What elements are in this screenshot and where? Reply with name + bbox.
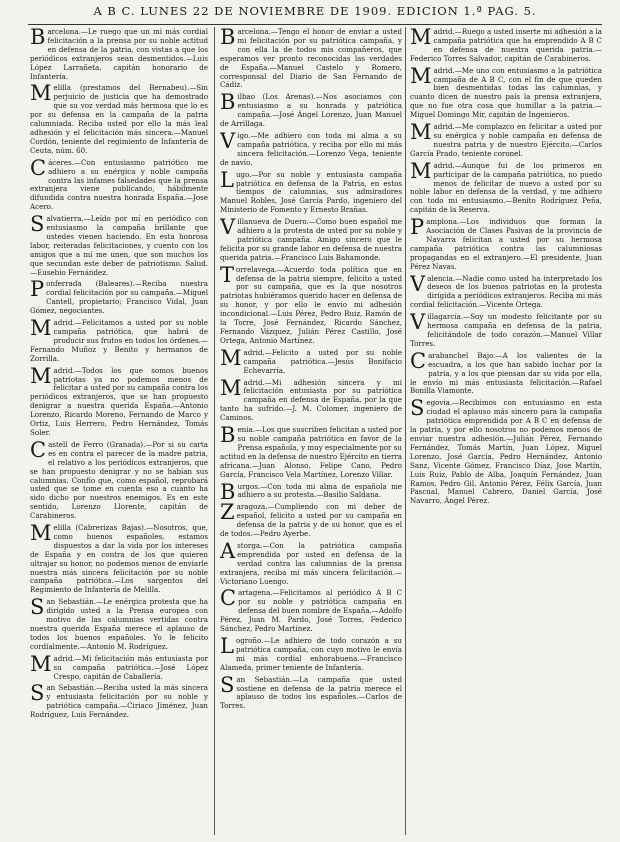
drop-cap: V [220,215,236,240]
telegram-entry [220,28,402,90]
telegram-entry [220,128,402,168]
drop-cap: A [220,538,236,563]
telegram-entry [30,681,208,720]
entry-text: orrelavega.—Acuerdo toda política que en defensa de la patria siempre, felicito a usted por su campaña, que es la que nosotros patriotas hubiéramos querido hacer en defensa de su honor, y por ello le envío mi adhesión incondicional.—Luis Pérez, Pedro Ruiz, Ramón de la Torre, José Fernández, Ricardo Sánchez, Fernando Vázquez, Julián Pérez Castillo, José Ortega, Antonio Martínez. [220,264,402,345]
telegram-entry [220,262,402,346]
drop-cap: M [30,316,52,341]
telegram-entry [30,595,208,651]
entry-text: enia.—Los que suscriben felicitan a usted por su noble campaña patriótica en favor de la Prensa española, y muy especialmente por su actitud en la defensa de nuestro Ejército en tierra africana.—Juan Alonso, Felipe Cano, Pedro García, Francisco Vela Martínez, Lorenzo Villar. [220,425,402,479]
column-2 [220,28,402,836]
drop-cap: C [410,348,427,373]
telegram-entry [30,363,208,438]
drop-cap: C [220,586,237,611]
telegram-entry [30,277,208,316]
column-divider [214,27,215,835]
drop-cap: M [410,120,432,145]
telegram-entry [410,120,602,159]
telegram-entry [220,586,402,634]
drop-cap: C [30,437,47,462]
entry-text: an Sebastián.—La campaña que usted sostiene en defensa de la patria merece el aplauso de todos los españoles.—Carlos de Torres. [220,674,402,711]
drop-cap: L [220,634,234,658]
page-header: A B C. LUNES 22 DE NOVIEMBRE DE 1909. EDICION 1.ª PAG. 5. [93,4,537,18]
telegram-entry [30,212,208,277]
entry-text: aragoza.—Cumpliendo con mi deber de español, felicito a usted por su campaña en defensa de la patria y de su honor, que es el de todos.—Pedro Ayerbe. [220,502,402,539]
drop-cap: M [410,63,432,88]
entry-text: an Sebastián.—Reciba usted la más sincera y entusiasta felicitación por su noble y patriótica campaña.—Ciriaco Jiménez, Juan Rodríguez, Luis Fernández. [30,683,208,720]
drop-cap: B [220,479,236,504]
telegram-entry [410,158,602,215]
telegram-entry [220,479,402,504]
entry-text: astell de Ferro (Granada).—Por si su carta es en contra el parecer de la madre patria, el relativo a los periódicos extranjeros, que se han propuesto denigrar y no se habían sus calumnias. Confío que, como español, reprobará usted que se tome en cuenta eso a cuanto ha sido dicho por nuestros enemigos. Es en este sentido, Lorenzo Llorente, capitán de Carabineros. [30,439,208,521]
telegram-entry [220,538,402,587]
entry-text: egovia.—Recibimos con entusiasmo en esta ciudad el aplauso más sincero para la campaña patriótica emprendida por A B C en defensa de la patria, y por ello nosotros no podemos menos de enviar nuestra adhesión.—Julián Pérez, Fernando Fernández, Tomás Martín, Juan López, Miguel Lorenzo, José García, Pedro Hernández, Antonio Sanz, Vicente Gómez, Francisco Díaz, Jose Martín, Luis Ruiz, Pablo de Alba, Joaquín Fernández, Juan Ramos, Pedro Gil, Antonio Pérez, Félix García, Juan Pascual, Manuel Cabrero, Daniel García, José Navarro, Ángel Pérez. [410,398,602,506]
entry-text: arcelona.—Le ruego que un mi más cordial felicitación a la prensa por su noble actitud en defensa de la patria, con vistas a que los periódicos extranjeros sean desmentidos.—Luis López Larrañeta, capitán honorario de Infantería. [30,28,208,81]
drop-cap: S [30,595,45,620]
entry-text: elilla (prestamos del Bernabeu).—Sin perjuicio de justicia que ha demostrado que su voz verdad más hermosa que lo es por su defensa en la campaña de la patria calumniada. Reciba usted por ello la más leal adhesión y el felicitación más sincera.—Manuel Cordón, teniente del regimiento de Infantería de Ceuta, núm. 60. [30,83,208,155]
entry-text: illanueva de Duero.—Como buen español me adhiero a la protesta de usted por su noble y patriótica campaña. Amigo sincero que le felicita por su grande labor en defensa de nuestra querida patria.—Francisco Luis Bahamonde. [220,217,402,262]
telegram-entry [30,28,208,81]
entry-text: adrid.—Mi felicitación más entusiasta por su campaña patriótica.—José López Crespo, capitán de Caballería. [53,653,208,681]
entry-text: adrid.—Felicito a usted por su noble campaña patriótica.—Jesús Bonifacio Echevarría. [243,347,402,375]
telegram-entry [410,63,602,120]
entry-text: artagena.—Felicitamos al periódico A B C por su noble y patriótica campaña en defensa del buen nombre de España.—Adolfo Pérez, Juan M. Pardo, José Torres, Federico Sánchez, Pedro Martínez. [220,588,402,634]
telegram-entry [410,271,602,311]
entry-text: adrid.—Todos los que somos buenos patriotas ya no podemos menos de felicitar a usted por su campaña contra los periódicos extranjeros, que se han propuesto denigrar a nuestra querida España.—Antonio Lorenzo, Ricardo Moreno, Fernando de Marco y Ortiz, Luis Herrero, Pedro Hernández, Tomás Soler. [30,365,208,437]
telegram-entry [220,167,402,216]
telegram-entry [220,634,402,673]
entry-text: ugo.—Por su noble y entusiasta campaña patriótica en defensa de la Patria, en estos tiempos de calumnias, sus admiradores Manuel Robles, José García Pardo, ingeniero del Ministerio de Fomento y Ernesto Brañas. [220,169,402,215]
column-3 [410,28,602,836]
entry-text: igo.—Me adhiero con toda mi alma a su campaña patriótica, y reciba por ello mi más sincera felicitación.—Lorenzo Vega, teniente de navío. [220,130,402,167]
column-divider [405,27,406,835]
column-1 [30,28,208,836]
drop-cap: M [410,28,432,49]
drop-cap: Z [220,500,235,525]
drop-cap: P [30,277,45,302]
entry-text: arcelona.—Tengo el honor de enviar a usted mi felicitación por su patriótica campaña, y con ella la de todos mis compañeros, que esperamos ver pronto reconocidas las verdades de España.—Manuel Castelo y Romero, corresponsal del Diario de San Fernando de Cádiz. [220,28,402,90]
drop-cap: B [220,28,236,49]
drop-cap: T [220,262,235,287]
drop-cap: S [30,212,45,237]
telegram-entry [30,81,208,155]
telegram-entry [410,215,602,271]
telegram-entry [30,316,208,364]
telegram-entry [220,672,402,712]
telegram-entry [220,423,402,479]
drop-cap: L [220,167,234,192]
drop-cap: M [30,363,52,388]
drop-cap: C [30,155,47,180]
drop-cap: S [220,672,235,697]
drop-cap: M [30,651,52,676]
telegram-entry [220,90,402,129]
entry-text: adrid.—Me complazco en felicitar a usted por su enérgica y noble campaña en defensa de nuestra patria y de nuestro Ejército.—Carlos García Prado, teniente coronel. [410,122,602,158]
telegram-entry [410,310,602,349]
entry-text: adrid.—Felicitamos a usted por su noble campaña patriótica, que habrá de producir sus frutos en todos los órdenes.—Fernando Muñoz y Benito y hermanos de Zorrilla. [30,318,208,363]
header-rule [28,24,602,25]
telegram-entry [220,215,402,263]
entry-text: áceres.—Con entusiasmo patriótico me adhiero a su enérgica y noble campaña contra las infames falsedades que la prensa extranjera viene publicando, hábilmente difundida contra nuestra honrada España.—Jose Acero. [30,157,208,212]
entry-text: urgos.—Con toda mi alma de española me adhiero a su protesta.—Basilio Saldana. [237,481,402,500]
drop-cap: V [410,271,426,296]
drop-cap: M [220,345,242,370]
entry-text: ogroño.—Le adhiero de todo corazón a su patriótica campaña, con cuyo motivo le envía mi más cordial enhorabuena.—Francisco Alameda, primer teniente de Infantería. [220,636,402,672]
drop-cap: V [410,310,426,335]
entry-text: storga.—Con la patriótica campaña emprendida por usted en defensa de la verdad contra las calumnias de la prensa extranjera, reciba mi más sincera felicitación.—Victoriano Luengo. [220,540,402,586]
telegram-entry [220,500,402,539]
drop-cap: S [30,681,45,706]
entry-text: amplona.—Los individuos que forman la Asociación de Clases Pasivas de la provincia de Navarra felicitan a usted por su hermosa campaña patriótica contra las calumniosas propagandas en el extranjero.—El presidente, Juan Pérez Navas. [410,217,602,271]
entry-text: elilla (Cabrerizas Bajas).—Nosotros, que, como buenos españoles, estamos dispuestos a dar la vida por los intereses de España y en contra de los que quieren ultrajar su honor, no podemos menos de enviarle nuestra más sincera felicitación por su noble campaña patriótica.—Los sargentos del Regimiento de Infantería de Melilla. [30,523,208,595]
entry-text: adrid.—Aunque fui de los primeros en participar de la campaña patriótica, no puedo menos de felicitar de nuevo a usted por su noble labor en defensa de la verdad, y me adhiero con todo mi entusiasmo.—Benito Rodríguez Peña, capitán de la Reserva. [410,160,602,215]
telegram-entry [410,28,602,64]
drop-cap: P [410,215,425,240]
entry-text: illagarcía.—Soy un modesto felicitante por su hermosa campaña en defensa de la patria, felicitándole de todo corazón.—Manuel Villar Torres. [410,312,602,348]
drop-cap: B [30,28,46,49]
telegram-entry [30,437,208,521]
entry-text: adrid.—Mi adhesión sincera y mi felicitación entusiasta por su patriótica campaña en defensa de España, por la que tanto ha sufrido.—J. M. Colomer, ingeniero de Caminos. [220,377,402,423]
drop-cap: M [30,81,52,106]
drop-cap: B [220,90,236,115]
entry-text: adrid.—Ruego a usted inserte mi adhesión a la campaña patriótica que ha emprendido A B C en defensa de nuestra querida patria.—Federico Torres Salvador, capitán de Carabineros. [410,28,602,63]
telegram-entry [30,521,208,595]
entry-text: arabanchel Bajo.—A los valientes de la escuadra, a los que han sabido luchar por la patria, y a los que piensan dar su vida por ella, le envío mi más entusiasta felicitación.—Rafael Bonilla Viamonte. [410,350,602,396]
telegram-entry [220,345,402,376]
entry-text: an Sebastián.—Le enérgica protesta que ha dirigido usted a la Prensa europea con motivo de las calumnias vertidas contra nuestra querida España merece el aplauso de todos los buenos españoles. Yo le felicito cordialmente.—Antonio M. Rodríguez. [30,597,208,651]
telegram-entry [30,155,208,212]
entry-text: alencia.—Nadie como usted ha interpretado los deseos de los buenos patriotas en la protesta dirigida a periódicos extranjeros. Reciba mi más cordial felicitación.—Vicente Ortega. [410,273,602,310]
drop-cap: V [220,128,236,153]
drop-cap: M [410,158,432,183]
drop-cap: B [220,423,236,448]
telegram-entry [410,396,602,506]
drop-cap: M [30,521,52,546]
drop-cap: S [410,396,425,421]
entry-text: onferrada (Baleares).—Reciba nuestra cordial felicitación por su campaña.—Miguel Cantell, propietario; Francisco Vidal, Juan Gómez, negociantes. [30,279,208,316]
telegram-entry [410,348,602,397]
entry-text: alvatierra.—Leído por mí en periódico con entusiasmo la campaña brillante que ustedes vienen haciendo. En esta honrosa labor, reiteradas felicitaciones, y cuento con los amigos que a mí me unen, que son muchos los que secundan este deber de patriotismo. Salud.—Eusebio Fernández. [30,214,208,277]
entry-text: ilbao (Los Arenas).—Nos asociamos con entusiasmo a su honrada y patriótica campaña.—José Ángel Lorenzo, Juan Manuel de Arrillaga. [220,92,402,129]
telegram-entry [30,651,208,682]
drop-cap: M [220,375,242,400]
entry-text: adrid.—Me uno con entusiasmo a la patriótica campaña de A B C, con el fin de que queden bien desmentidas todas las calumnias, y cuanto dicen de nuestro país la prensa extranjera, que no fue otra cosa que humillar a la patria.—Miguel Domingo Mir, capitán de Ingenieros. [410,65,602,120]
telegram-entry [220,375,402,424]
